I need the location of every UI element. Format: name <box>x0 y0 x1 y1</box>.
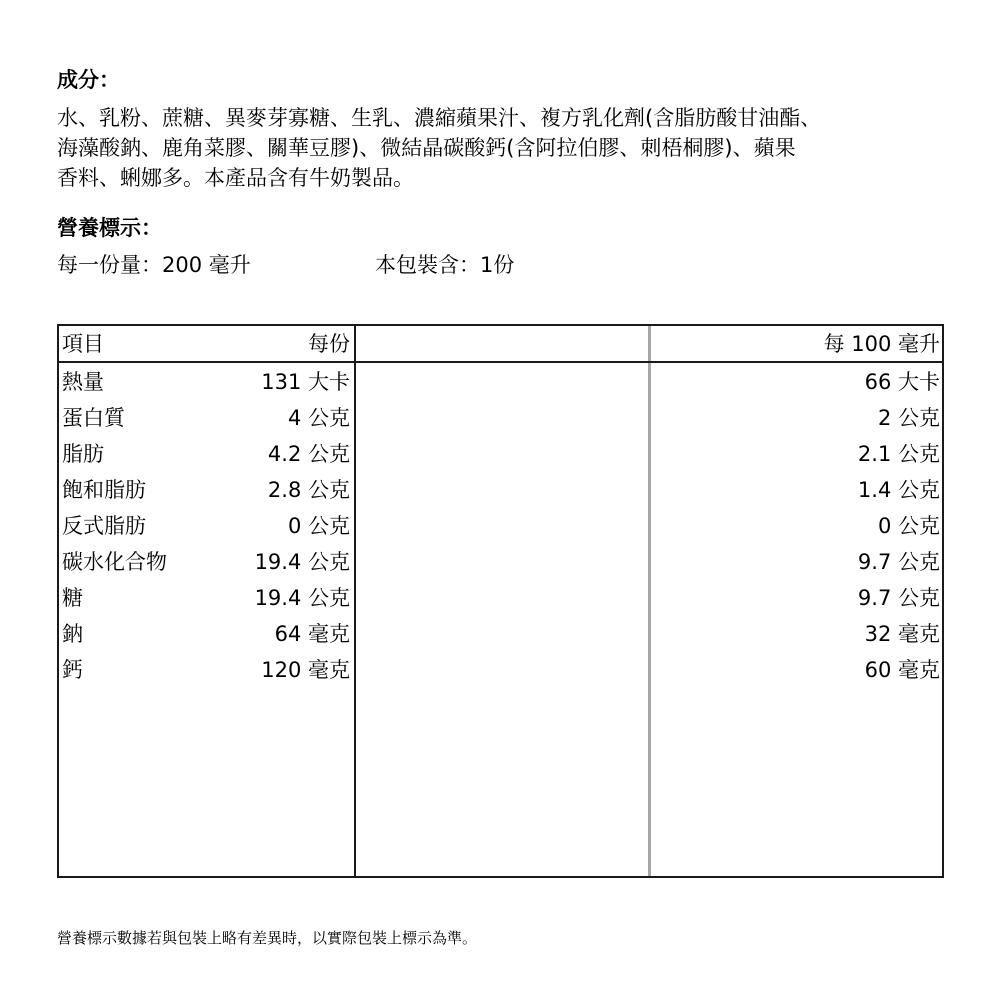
per-serving-value: 19.4 公克 <box>254 586 350 610</box>
nutrient-name: 蛋白質 <box>62 406 125 430</box>
header-per-serving: 每份 <box>308 332 350 356</box>
per-100ml-value: 32 毫克 <box>864 622 940 646</box>
per-serving-value: 64 毫克 <box>274 622 350 646</box>
nutrient-name: 熱量 <box>62 370 104 394</box>
servings-per-package: 本包裝含：1份 <box>375 253 515 277</box>
table-header-row <box>59 326 942 362</box>
nutrient-name: 鈉 <box>62 622 83 646</box>
per-100ml-value: 9.7 公克 <box>857 550 940 574</box>
per-serving-value: 0 公克 <box>287 514 350 538</box>
table-row <box>59 436 942 472</box>
ingredients-heading: 成分： <box>57 68 120 92</box>
ingredients-text <box>57 103 952 193</box>
per-serving-value: 2.8 公克 <box>267 478 350 502</box>
nutrient-name: 糖 <box>62 586 83 610</box>
nutrient-name: 鈣 <box>62 658 83 682</box>
table-row <box>59 652 942 688</box>
per-serving-value: 19.4 公克 <box>254 550 350 574</box>
nutrient-name: 脂肪 <box>62 442 104 466</box>
table-row <box>59 472 942 508</box>
serving-size: 每一份量：200 毫升 <box>57 253 251 277</box>
nutrient-name: 飽和脂肪 <box>62 478 146 502</box>
per-serving-value: 131 大卡 <box>261 370 350 394</box>
table-row <box>59 400 942 436</box>
header-per-100ml: 每 100 毫升 <box>823 332 940 356</box>
per-100ml-value: 9.7 公克 <box>857 586 940 610</box>
per-100ml-value: 2.1 公克 <box>857 442 940 466</box>
per-100ml-value: 2 公克 <box>877 406 940 430</box>
per-100ml-value: 66 大卡 <box>864 370 940 394</box>
ingredients-line: 香料、蜊娜多。本產品含有牛奶製品。 <box>57 166 414 190</box>
per-serving-value: 4.2 公克 <box>267 442 350 466</box>
per-100ml-value: 0 公克 <box>877 514 940 538</box>
per-100ml-value: 60 毫克 <box>864 658 940 682</box>
table-row <box>59 544 942 580</box>
nutrient-name: 碳水化合物 <box>62 550 167 574</box>
table-row <box>59 364 942 400</box>
ingredients-line: 海藻酸鈉、鹿角菜膠、關華豆膠)、微結晶碳酸鈣(含阿拉伯膠、刺梧桐膠)、蘋果 <box>57 136 796 160</box>
table-row <box>59 580 942 616</box>
nutrition-heading: 營養標示： <box>57 216 162 240</box>
table-row <box>59 508 942 544</box>
nutrition-table <box>57 324 944 878</box>
per-serving-value: 120 毫克 <box>261 658 350 682</box>
ingredients-line: 水、乳粉、蔗糖、異麥芽寡糖、生乳、濃縮蘋果汁、複方乳化劑(含脂肪酸甘油酯、 <box>57 106 822 130</box>
per-100ml-value: 1.4 公克 <box>857 478 940 502</box>
disclaimer-footnote: 營養標示數據若與包裝上略有差異時，以實際包裝上標示為準。 <box>57 929 478 947</box>
per-serving-value: 4 公克 <box>287 406 350 430</box>
table-row <box>59 616 942 652</box>
nutrient-name: 反式脂肪 <box>62 514 146 538</box>
header-item: 項目 <box>62 332 104 356</box>
